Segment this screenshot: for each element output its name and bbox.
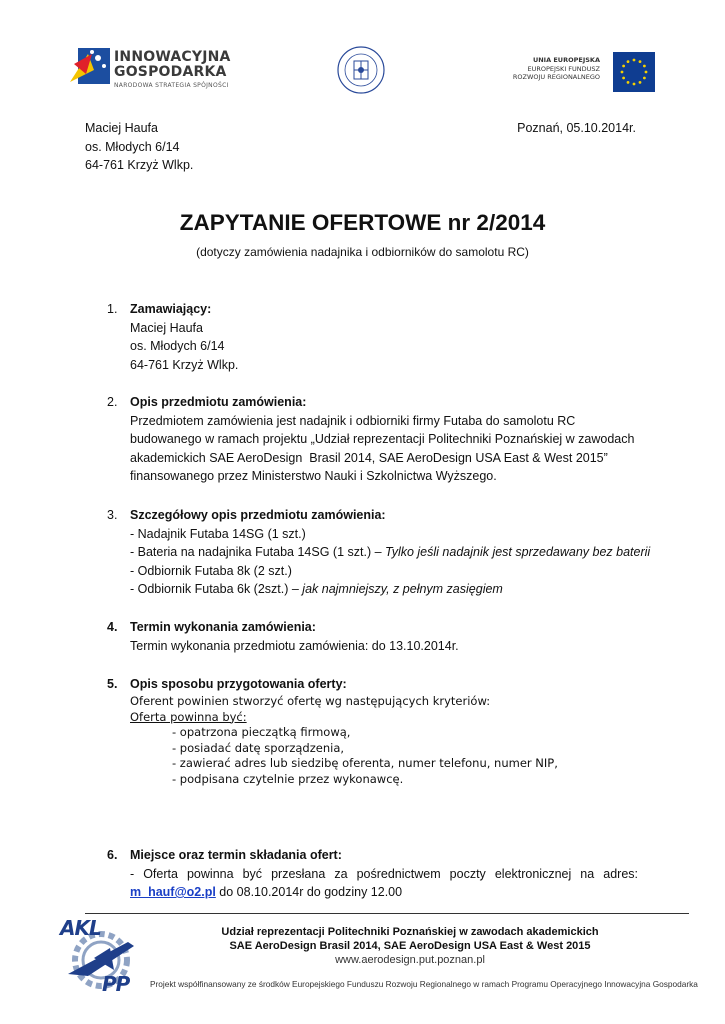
section-4 <box>130 618 459 655</box>
section-2-number: 2. <box>107 395 118 409</box>
section-5-item: - opatrzona pieczątką firmową, <box>172 725 351 739</box>
section-6-number: 6. <box>107 848 118 862</box>
section-3-heading: Szczegółowy opis przedmiotu zamówienia: <box>130 508 386 522</box>
section-3-item: - Odbiornik Futaba 8k (2 szt.) <box>130 563 292 578</box>
eu-logo <box>480 52 660 94</box>
place-date: Poznań, 05.10.2014r. <box>517 121 636 135</box>
section-6-heading: Miejsce oraz termin składania ofert: <box>130 848 342 862</box>
footer-funding-note: Projekt współfinansowany ze środków Europejskiego Funduszu Rozwoju Regionalnego w ramach Programu Operacyjnego Innowacyjna Gospodarka <box>150 979 698 989</box>
section-2-line: finansowanego przez Ministerstwo Nauki i Szkolnictwa Wyższego. <box>130 469 497 483</box>
section-1 <box>130 300 238 374</box>
section-6-line: - Oferta powinna być przesłana za pośrednictwem poczty elektronicznej na adres: <box>130 866 638 881</box>
section-3-item <box>130 580 650 599</box>
section-4-number: 4. <box>107 620 118 634</box>
section-1-line: 64-761 Krzyż Wlkp. <box>130 357 239 372</box>
section-4-heading: Termin wykonania zamówienia: <box>130 620 316 634</box>
footer-line-2: SAE AeroDesign Brasil 2014, SAE AeroDesign USA East & West 2015 <box>229 940 591 952</box>
section-5-must-label: Oferta powinna być: <box>130 709 247 724</box>
sender-block <box>85 119 193 175</box>
ig-title-1: INNOWACYJNA <box>114 49 231 65</box>
sender-name: Maciej Haufa <box>85 121 158 135</box>
akl-pp-logo <box>58 914 144 998</box>
eu-flag-icon <box>613 52 655 92</box>
section-3-item-text: - Bateria na nadajnika Futaba 14SG (1 szt.) – <box>130 545 385 559</box>
section-1-line: Maciej Haufa <box>130 320 203 335</box>
eu-line-2: EUROPEJSKI FUNDUSZ <box>527 64 600 73</box>
section-5-number: 5. <box>107 677 118 691</box>
section-1-heading: Zamawiający: <box>130 302 212 316</box>
section-6 <box>130 846 638 902</box>
section-2 <box>130 393 650 486</box>
sender-street: os. Młodych 6/14 <box>85 139 180 154</box>
pp-logo-text: PP <box>102 972 130 996</box>
section-3-item: - Nadajnik Futaba 14SG (1 szt.) <box>130 526 306 541</box>
footer-line-1: Udział reprezentacji Politechniki Poznańskiej w zawodach akademickich <box>221 926 599 938</box>
innowacyjna-gospodarka-logo <box>68 44 238 92</box>
eu-line-3: ROZWOJU REGIONALNEGO <box>512 73 600 81</box>
section-5-item: - zawierać adres lub siedzibę oferenta, numer telefonu, numer NIP, <box>172 756 558 770</box>
email-link[interactable]: m_hauf@o2.pl <box>130 885 216 899</box>
section-3-item-text: - Odbiornik Futaba 6k (2szt.) – <box>130 582 303 596</box>
ig-subtitle: NARODOWA STRATEGIA SPÓJNOŚCI <box>114 82 229 89</box>
footer-divider <box>85 913 689 914</box>
section-2-heading: Opis przedmiotu zamówienia: <box>130 395 307 409</box>
section-6-line-2 <box>130 883 638 902</box>
ig-emblem-icon <box>68 44 114 88</box>
university-seal-icon <box>336 45 386 95</box>
section-5-intro: Oferent powinien stworzyć ofertę wg następujących kryteriów: <box>130 694 491 708</box>
section-5-body <box>130 694 590 787</box>
section-2-line: akademickich SAE AeroDesign Brasil 2014, SAE AeroDesign USA East & West 2015” <box>130 450 608 465</box>
section-2-line: budowanego w ramach projektu „Udział reprezentacji Politechniki Poznańskiej w zawodach <box>130 432 635 446</box>
akl-logo-text: AKL <box>60 916 101 940</box>
sender-city: 64-761 Krzyż Wlkp. <box>85 158 194 172</box>
section-1-line: os. Młodych 6/14 <box>130 339 225 353</box>
section-3-item-note: jak najmniejszy, z pełnym zasięgiem <box>302 582 503 596</box>
section-5-item: - posiadać datę sporządzenia, <box>172 740 345 755</box>
document-title: ZAPYTANIE OFERTOWE nr 2/2014 <box>179 210 546 235</box>
section-5-heading: Opis sposobu przygotowania oferty: <box>130 677 347 691</box>
section-6-deadline: do 08.10.2014r do godziny 12.00 <box>215 885 403 899</box>
section-5-heading-wrap <box>130 675 347 694</box>
section-3 <box>130 506 650 599</box>
section-2-line: Przedmiotem zamówienia jest nadajnik i odbiorniki firmy Futaba do samolotu RC <box>130 413 576 428</box>
document-subtitle: (dotyczy zamówienia nadajnika i odbiorników do samolotu RC) <box>196 245 529 259</box>
eu-line-1: UNIA EUROPEJSKA <box>532 56 600 64</box>
section-1-number: 1. <box>107 302 118 316</box>
section-3-item-note: Tylko jeśli nadajnik jest sprzedawany bez baterii <box>385 545 651 559</box>
section-4-text: Termin wykonania przedmiotu zamówienia: do 13.10.2014r. <box>130 638 459 653</box>
ig-title-2: GOSPODARKA <box>114 64 227 80</box>
footer-url[interactable]: www.aerodesign.put.poznan.pl <box>335 954 485 966</box>
section-3-item <box>130 543 650 562</box>
section-5-item: - podpisana czytelnie przez wykonawcę. <box>172 771 404 786</box>
section-3-number: 3. <box>107 508 118 522</box>
